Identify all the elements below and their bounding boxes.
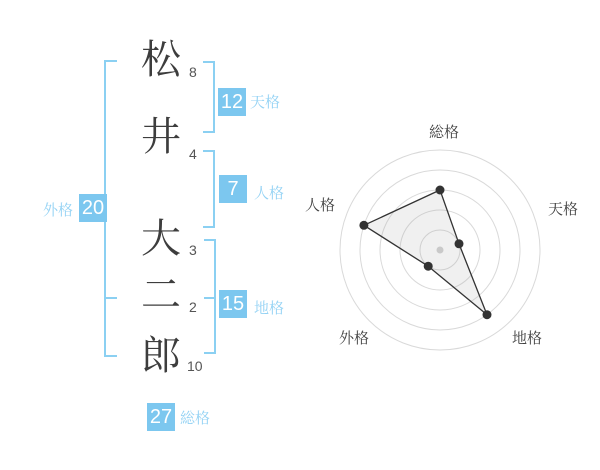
radar-chart xyxy=(300,112,590,360)
name-character-3: 大 xyxy=(141,217,181,261)
name-character-4: 二 xyxy=(141,273,181,317)
tenkaku-bracket-tick-bottom xyxy=(203,131,215,133)
name-character-5: 郎 xyxy=(141,334,181,378)
radar-axis-label: 地格 xyxy=(511,330,543,347)
gaikaku-bracket-tick-bottom xyxy=(104,355,117,357)
gaikaku-bracket-tick-middle xyxy=(104,297,117,299)
tenkaku-bracket-tick-top xyxy=(203,61,215,63)
chikaku-label: 地格 xyxy=(254,300,285,317)
radar-center-dot xyxy=(437,247,444,254)
name-character-1: 松 xyxy=(141,38,181,82)
jinkaku-bracket-tick-bottom xyxy=(203,226,215,228)
chikaku-value-box: 15 xyxy=(219,290,247,318)
chikaku-bracket-tick-middle xyxy=(204,297,216,299)
radar-polygon xyxy=(364,190,487,315)
jinkaku-value-box: 7 xyxy=(219,175,247,203)
gaikaku-bracket-tick-top xyxy=(104,60,117,62)
tenkaku-label: 天格 xyxy=(250,94,281,111)
radar-point xyxy=(359,221,368,230)
jinkaku-bracket-line xyxy=(213,150,215,228)
jinkaku-label: 人格 xyxy=(254,185,285,202)
radar-axis-label: 総格 xyxy=(428,124,460,141)
radar-point xyxy=(483,310,492,319)
tenkaku-value-box: 12 xyxy=(218,88,246,116)
radar-point xyxy=(436,186,445,195)
soukaku-value-box: 27 xyxy=(147,403,175,431)
chikaku-bracket-tick-top xyxy=(204,239,216,241)
radar-axis-label: 天格 xyxy=(547,201,579,218)
tenkaku-bracket-line xyxy=(213,61,215,133)
chikaku-bracket-tick-bottom xyxy=(204,352,216,354)
soukaku-label: 総格 xyxy=(180,410,211,427)
stroke-count-1: 8 xyxy=(189,64,197,80)
radar-axis-label: 外格 xyxy=(338,330,370,347)
stroke-count-4: 2 xyxy=(189,299,197,315)
jinkaku-bracket-tick-top xyxy=(203,150,215,152)
stroke-count-2: 4 xyxy=(189,146,197,162)
stroke-count-3: 3 xyxy=(189,242,197,258)
name-character-2: 井 xyxy=(141,115,181,159)
radar-point xyxy=(424,262,433,271)
radar-point xyxy=(455,239,464,248)
stroke-count-5: 10 xyxy=(187,358,203,374)
gaikaku-label: 外格 xyxy=(43,202,74,219)
radar-axis-label: 人格 xyxy=(304,197,336,214)
gaikaku-value-box: 20 xyxy=(79,194,107,222)
